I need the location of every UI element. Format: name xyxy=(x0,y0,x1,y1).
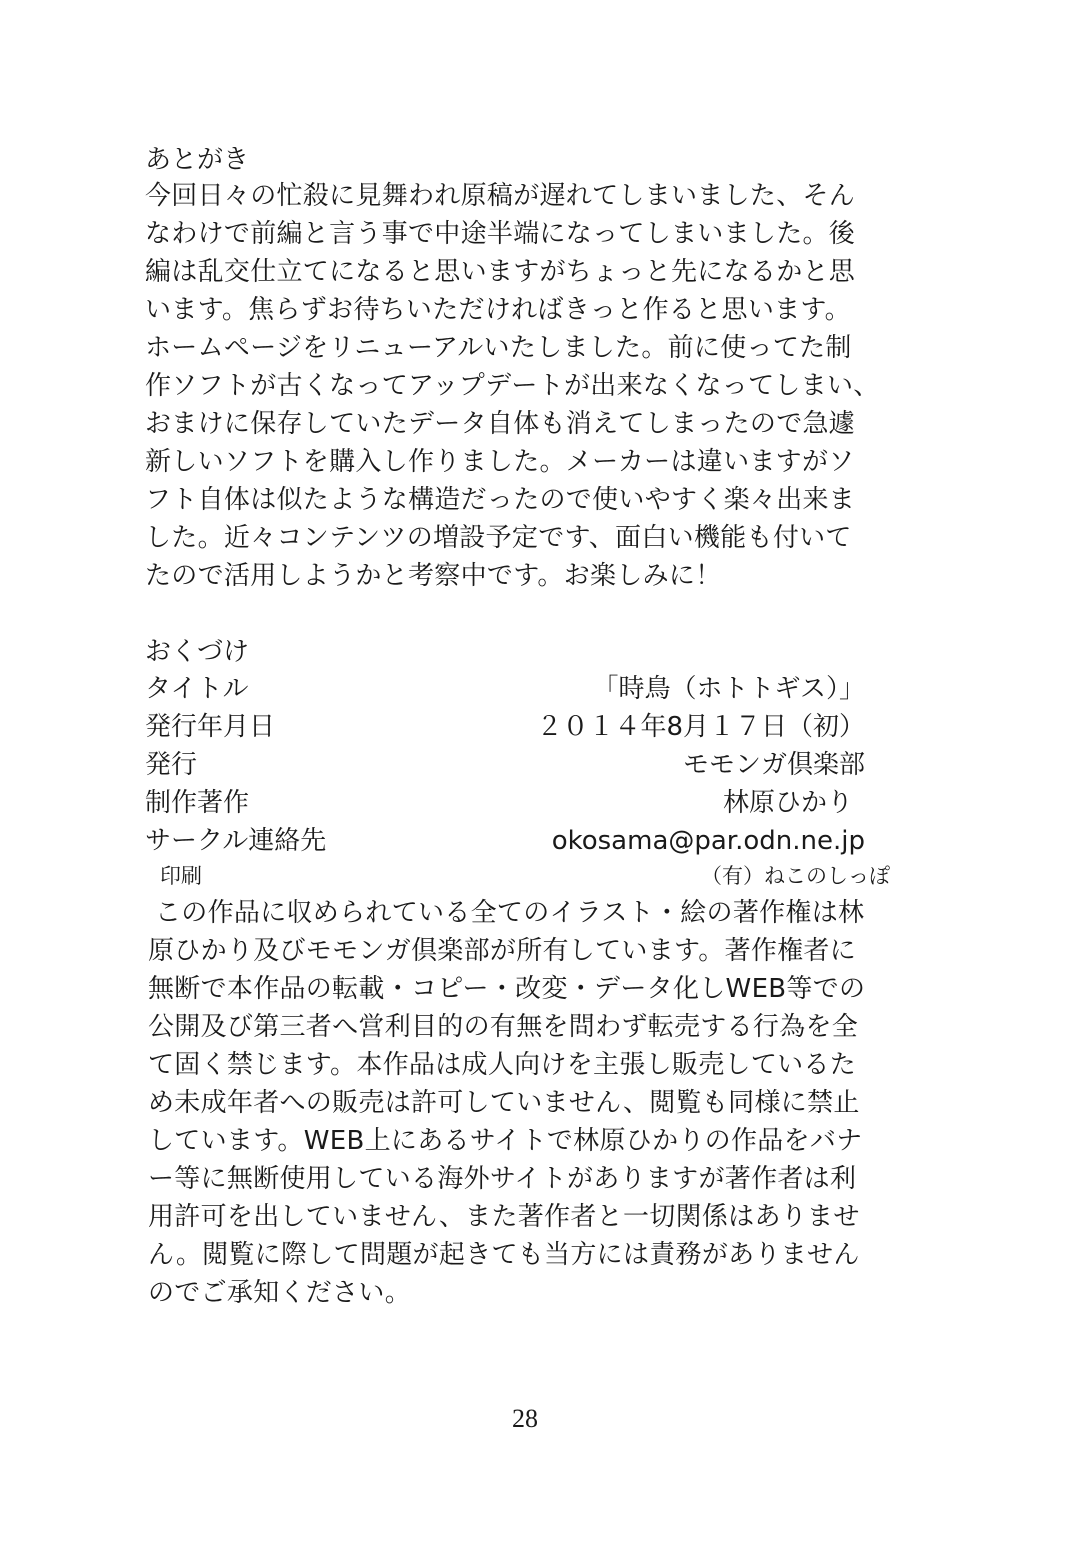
colophon-row-date xyxy=(145,709,865,745)
colophon-label: 発行 xyxy=(145,750,198,780)
afterword-line: 編は乱交仕立てになると思いますがちょっと先になるかと思 xyxy=(145,257,856,287)
colophon-value: ２０１４年8月１７日（初） xyxy=(536,712,865,742)
colophon-email: okosama@par.odn.ne.jp xyxy=(551,826,865,856)
afterword-line: 新しいソフトを購入し作りました。メーカーは違いますがソ xyxy=(145,447,855,477)
colophon-row-contact xyxy=(145,823,865,859)
colophon-label: 発行年月日 xyxy=(145,712,276,742)
afterword-line: なわけで前編と言う事で中途半端になってしまいました。後 xyxy=(145,219,856,249)
afterword-line: した。近々コンテンツの増設予定です、面白い機能も付いて xyxy=(145,523,852,553)
copyright-notice-line: 公開及び第三者へ営利目的の有無を問わず転売する行為を全 xyxy=(148,1012,859,1042)
copyright-notice-line: 用許可を出していません、また著作者と一切関係はありませ xyxy=(148,1202,860,1232)
colophon-row-publisher xyxy=(145,747,865,783)
afterword-line: 今回日々の忙殺に見舞われ原稿が遅れてしまいました、そん xyxy=(145,181,856,211)
copyright-notice-line: め未成年者への販売は許可していません、閲覧も同様に禁止 xyxy=(148,1088,860,1118)
afterword-line: います。焦らずお待ちいただければきっと作ると思います。 xyxy=(145,295,851,325)
colophon-value: 「時鳥（ホトトギス）」 xyxy=(592,674,865,704)
colophon-label: タイトル xyxy=(145,674,249,704)
copyright-notice-line: 原ひかり及びモモンガ倶楽部が所有しています。著作権者に xyxy=(148,936,857,966)
colophon-label: サークル連絡先 xyxy=(145,826,327,856)
copyright-notice-line: のでご承知ください。 xyxy=(148,1278,412,1308)
afterword-line: フト自体は似たような構造だったので使いやすく楽々出来ま xyxy=(145,485,856,515)
colophon-label: 印刷 xyxy=(160,864,202,888)
colophon-value: モモンガ倶楽部 xyxy=(682,750,865,780)
afterword-heading: あとがき xyxy=(145,145,250,175)
colophon-heading: おくづけ xyxy=(145,637,250,667)
afterword-line: ホームページをリニューアルいたしました。前に使ってた制 xyxy=(145,333,852,363)
copyright-notice-line: ー等に無断使用している海外サイトがありますが著作者は利 xyxy=(148,1164,857,1194)
colophon-row-title xyxy=(145,671,865,707)
afterword-line: 作ソフトが古くなってアップデートが出来なくなってしまい、 xyxy=(145,371,880,401)
page-number: 28 xyxy=(512,1404,538,1433)
afterword-line: たので活用しようかと考察中です。お楽しみに！ xyxy=(145,561,722,591)
colophon-row-printer xyxy=(145,858,890,894)
colophon-value: （有）ねこのしっぽ xyxy=(701,864,890,888)
copyright-notice-line: この作品に収められている全てのイラスト・絵の著作権は林 xyxy=(155,898,865,928)
copyright-notice-line: しています。WEB上にあるサイトで林原ひかりの作品をバナ xyxy=(148,1126,863,1156)
copyright-notice-line: 無断で本作品の転載・コピー・改変・データ化しWEB等での xyxy=(148,974,866,1004)
afterword-line: おまけに保存していたデータ自体も消えてしまったので急遽 xyxy=(145,409,856,439)
copyright-notice-line: ん。閲覧に際して問題が起きても当方には責務がありません xyxy=(148,1240,860,1270)
colophon-row-author xyxy=(145,785,865,821)
colophon-label: 制作著作 xyxy=(145,788,250,818)
copyright-notice-line: て固く禁じます。本作品は成人向けを主張し販売しているた xyxy=(148,1050,857,1080)
colophon-value: 林原ひかり xyxy=(722,788,853,818)
